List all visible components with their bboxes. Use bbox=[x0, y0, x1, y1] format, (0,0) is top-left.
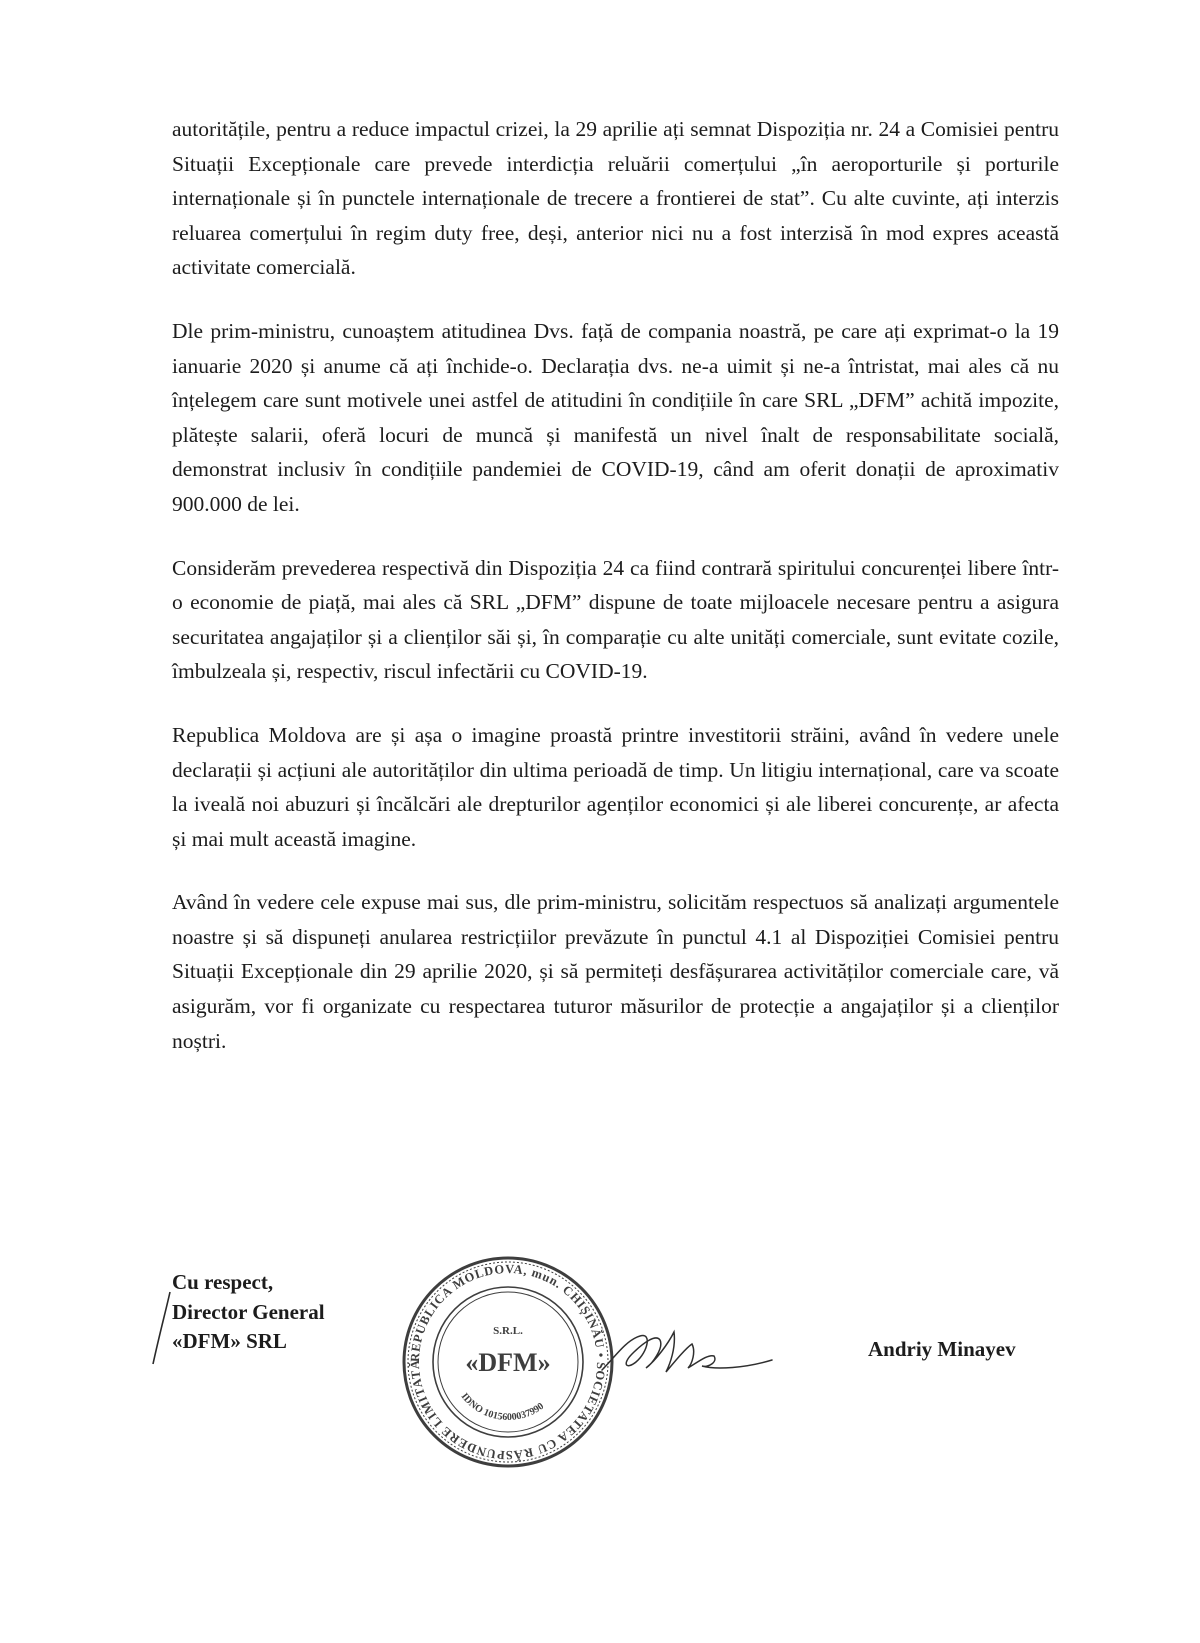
handwritten-signature bbox=[596, 1318, 776, 1390]
pen-stroke-mark bbox=[150, 1288, 174, 1368]
svg-text:IDNO 1015600037990 bbox=[459, 1391, 546, 1423]
paragraph-pm-attitude: Dle prim-ministru, cunoaștem atitudinea Dvs. față de compania noastră, pe care ați exprimat-o la 19 ianuarie 2020 și anume că ați închide-o. Declarația dvs. ne-a uimit și ne-a întristat, mai ales că nu înțelegem care sunt motivele unei astfel de atitudini în condițiile în care SRL „DFM” achită impozite, plătește salarii, oferă locuri de muncă și manifestă un nivel înalt de responsabilitate socială, demonstrat inclusiv în condițiile pandemiei de COVID-19, când am oferit donații de aproximativ 900.000 de lei. bbox=[172, 318, 1059, 516]
paragraph-request: Având în vedere cele expuse mai sus, dle prim-ministru, solicităm respectuos să analizați argumentele noastre și să dispuneți anularea restricțiilor prevăzute în punctul 4.1 al Dispoziției Comisiei pentru Situații Excepționale din 29 aprilie 2020, și să permiteți desfășurarea activităților comerciale care, vă asigurăm, vor fi organizate cu respectarea tuturor măsurilor de protecție a angajaților și a clienților noștri. bbox=[172, 890, 1059, 1053]
closing-block bbox=[172, 1268, 325, 1357]
closing-company: «DFM» SRL bbox=[172, 1329, 287, 1353]
paragraph-image: Republica Moldova are și așa o imagine proastă printre investitorii străini, având în vedere unele declarații și acțiuni ale autorităților din ultima perioadă de timp. Un litigiu internațional, care va scoate la iveală noi abuzuri și încălcări ale drepturilor agenților economici și ale liberei concurențe, ar afecta și mai mult această imagine. bbox=[172, 722, 1059, 851]
paragraph-duty-free-ban: autoritățile, pentru a reduce impactul crizei, la 29 aprilie ați semnat Dispoziția nr. 24 a Comisiei pentru Situații Excepționale care prevede interdicția reluării comerțului „în aeroporturile și porturile internaționale și în punctele internaționale de trecere a frontierei de stat”. Cu alte cuvinte, ați interzis reluarea comerțului în regim duty free, deși, anterior nici nu a fost interzisă în mod expres această activitate comercială. bbox=[172, 117, 1059, 280]
paragraph-competition: Considerăm prevederea respectivă din Dispoziția 24 ca fiind contrară spiritului concurenței libere într-o economie de piață, mai ales că SRL „DFM” dispune de toate mijloacele necesare pentru a asigura securitatea angajaților și a clienților săi și, în comparație cu alte unități comerciale, sunt evitate cozile, îmbulzeala și, respectiv, riscul infectării cu COVID-19. bbox=[172, 555, 1059, 684]
stamp-company-name: «DFM» bbox=[465, 1348, 551, 1377]
stamp-idno-text: IDNO 1015600037990 bbox=[458, 1391, 547, 1424]
stamp-srl-label: S.R.L. bbox=[493, 1325, 523, 1337]
closing-salutation: Cu respect, bbox=[172, 1270, 274, 1294]
signatory-name: Andriy Minayev bbox=[868, 1337, 1016, 1361]
company-stamp bbox=[398, 1252, 618, 1472]
letter-body bbox=[172, 112, 1059, 1087]
stamp-ring-text: REPUBLICA MOLDOVA, mun. CHIȘINĂU • SOCIETATEA CU RĂSPUNDERE LIMITATĂ bbox=[407, 1261, 609, 1463]
closing-title: Director General bbox=[172, 1299, 325, 1324]
